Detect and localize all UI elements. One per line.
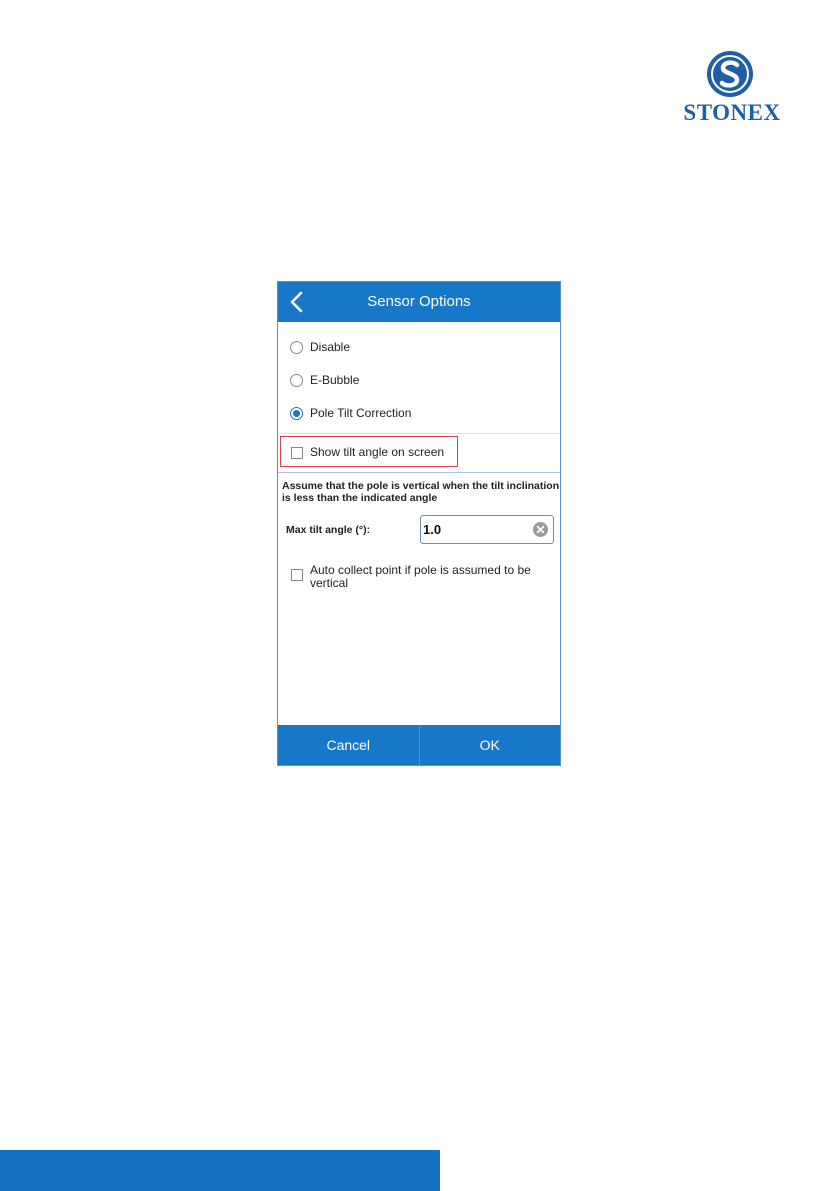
max-tilt-input-box[interactable] — [420, 515, 554, 544]
show-tilt-angle-checkbox[interactable] — [291, 447, 303, 459]
radio-button[interactable] — [290, 374, 303, 387]
stonex-emblem-icon — [706, 50, 754, 98]
ok-button[interactable]: OK — [419, 725, 561, 765]
radio-button[interactable] — [290, 341, 303, 354]
vertical-note: Assume that the pole is vertical when the tilt inclination is less than the indicated angle — [282, 480, 560, 504]
radio-e-bubble[interactable] — [290, 370, 359, 390]
sensor-options-screen — [277, 281, 561, 766]
radio-pole-tilt-correction[interactable] — [290, 403, 411, 423]
max-tilt-input[interactable] — [423, 519, 527, 539]
radio-button-selected[interactable] — [290, 407, 303, 420]
divider — [278, 472, 560, 473]
show-tilt-angle-checkbox-row[interactable] — [291, 447, 444, 459]
brand-name: STONEX — [683, 100, 781, 125]
stonex-logo — [670, 50, 790, 125]
footer-bar — [0, 1150, 440, 1191]
app-bar — [278, 282, 560, 322]
radio-disable[interactable] — [290, 337, 350, 357]
auto-collect-checkbox[interactable] — [291, 569, 303, 581]
auto-collect-label: Auto collect point if pole is assumed to be vertical — [310, 563, 531, 590]
radio-label: E-Bubble — [310, 373, 360, 387]
page-title: Sensor Options — [367, 293, 471, 310]
radio-label: Disable — [310, 340, 351, 354]
radio-label: Pole Tilt Correction — [310, 406, 412, 420]
auto-collect-checkbox-row[interactable] — [291, 564, 550, 590]
cancel-button[interactable]: Cancel — [326, 737, 371, 753]
divider — [278, 433, 560, 434]
clear-circle-icon[interactable] — [533, 522, 548, 537]
max-tilt-label: Max tilt angle (°): — [286, 524, 371, 536]
bottom-action-bar — [278, 725, 560, 765]
show-tilt-angle-label: Show tilt angle on screen — [310, 445, 445, 459]
